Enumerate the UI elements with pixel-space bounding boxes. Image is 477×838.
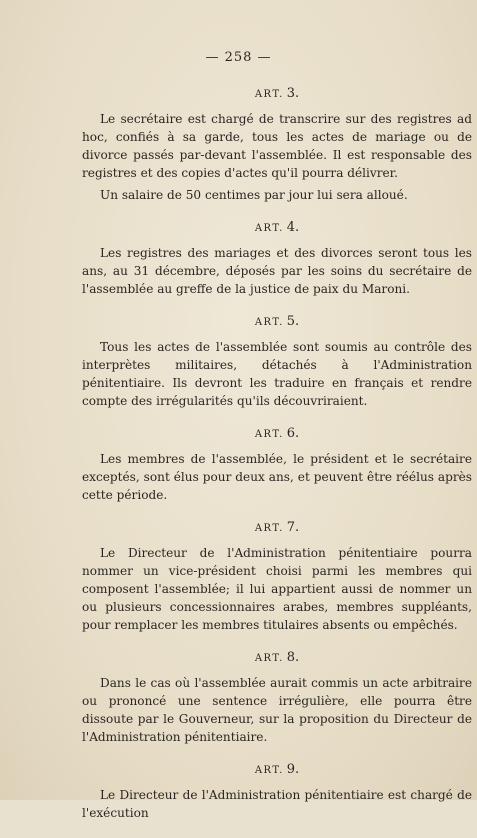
article-paragraph: Un salaire de 50 centimes par jour lui sera alloué. xyxy=(100,188,408,202)
article-heading: ART. 6. xyxy=(254,426,300,441)
article-paragraph: Dans le cas où l'assemblée aurait commis un acte arbitraire ou prononcé une sentence irrégulière, elle pourra être dissoute par le Gouverneur, sur la proposition du Directeur de l'Administration pénitentiaire. xyxy=(82,676,472,744)
article-4 xyxy=(82,220,472,298)
article-paragraph: Le Directeur de l'Administration pénitentiaire est chargé de l'exécution xyxy=(82,788,472,820)
article-8 xyxy=(82,650,472,746)
article-heading: ART. 7. xyxy=(254,520,300,535)
page-body xyxy=(82,86,472,838)
article-paragraph: Les membres de l'assemblée, le président et le secrétaire exceptés, sont élus pour deux ans, et peuvent être réélus après cette période. xyxy=(82,452,472,502)
article-heading: ART. 8. xyxy=(254,650,300,665)
article-paragraph: Tous les actes de l'assemblée sont soumis au contrôle des interprètes militaires, détachés à l'Administration pénitentiaire. Ils devront les traduire en français et rendre compte des irrégularités qu'ils découvriraient. xyxy=(82,340,472,408)
article-paragraph: Le Directeur de l'Administration pénitentiaire pourra nommer un vice-président choisi parmi les membres qui composent l'assemblée; il lui appartient aussi de nommer un ou plusieurs concessionnaires arabes, membres suppléants, pour remplacer les membres titulaires absents ou empêchés. xyxy=(82,546,472,632)
article-heading: ART. 5. xyxy=(254,314,300,329)
article-6 xyxy=(82,426,472,504)
article-heading: ART. 3. xyxy=(254,86,300,101)
article-3 xyxy=(82,86,472,204)
page-number: — 258 — xyxy=(205,50,272,65)
article-7 xyxy=(82,520,472,634)
article-paragraph: Le secrétaire est chargé de transcrire sur des registres ad hoc, confiés à sa garde, tous les actes de mariage ou de divorce passés par-devant l'assemblée. Il est responsable des registres et des copies d'actes qu'il pourra délivrer. xyxy=(82,112,472,180)
article-paragraph: Les registres des mariages et des divorces seront tous les ans, au 31 décembre, déposés par les soins du secrétaire de l'assemblée au greffe de la justice de paix du Maroni. xyxy=(82,246,472,296)
article-9 xyxy=(82,762,472,822)
article-heading: ART. 9. xyxy=(254,762,300,777)
article-5 xyxy=(82,314,472,410)
article-heading: ART. 4. xyxy=(254,220,300,235)
